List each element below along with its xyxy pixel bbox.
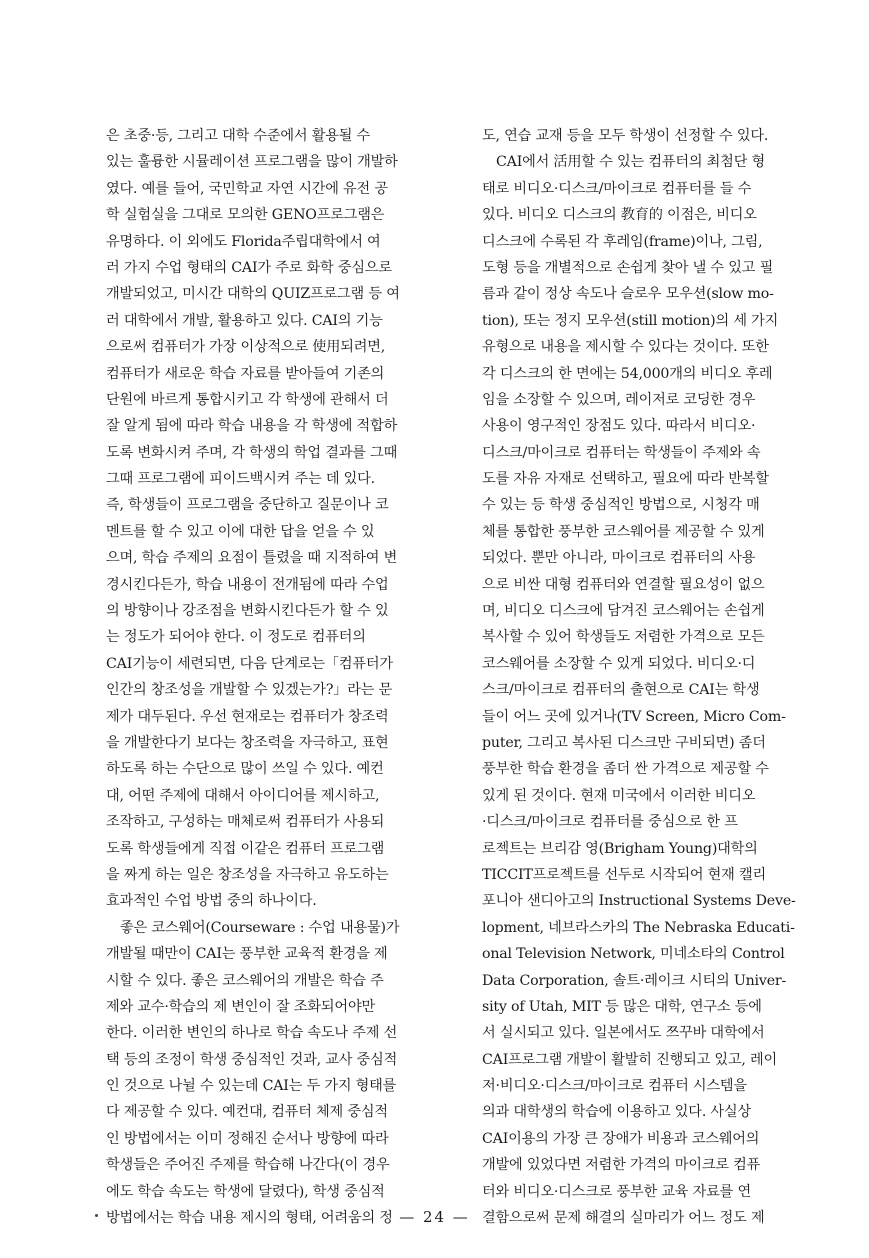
left-text-column	[106, 123, 466, 1231]
text-line: 한다. 이러한 변인의 하나로 학습 속도나 주제 선	[106, 1025, 398, 1042]
text-line: 방법에서는 학습 내용 제시의 형태, 어려움의 정	[106, 1210, 393, 1227]
text-line: sity of Utah, MIT 등 많은 대학, 연구소 등에	[482, 998, 762, 1015]
text-line: 스크/마이크로 컴퓨터의 출현으로 CAI는 학생	[482, 682, 760, 699]
text-line: 도록 학생들에게 직접 이같은 컴퓨터 프로그램	[106, 840, 385, 857]
text-line: 을 짜게 하는 일은 창조성을 자극하고 유도하는	[106, 866, 389, 883]
text-line: 도형 등을 개별적으로 손쉽게 찾아 낼 수 있고 필	[482, 259, 774, 276]
text-line: 개발되었고, 미시간 대학의 QUIZ프로그램 등 여	[106, 286, 400, 303]
text-line: 도를 자유 자재로 선택하고, 필요에 따라 반복할	[482, 471, 769, 488]
text-line: 인 것으로 나뉠 수 있는데 CAI는 두 가지 형태를	[106, 1078, 397, 1095]
text-line: 서 실시되고 있다. 일본에서도 쯔꾸바 대학에서	[482, 1025, 765, 1042]
text-line: 에도 학습 속도는 학생에 달렸다), 학생 중심적	[106, 1183, 385, 1200]
text-line: CAI에서 活用할 수 있는 컴퓨터의 최첨단 형	[496, 154, 766, 171]
text-line: 은 초중·등, 그리고 대학 수준에서 활용될 수	[106, 128, 371, 144]
text-line: CAI이용의 가장 큰 장애가 비용과 코스웨어의	[482, 1130, 760, 1147]
text-line: 는 정도가 되어야 한다. 이 정도로 컴퓨터의	[106, 629, 366, 646]
text-line: CAI기능이 세련되면, 다음 단계로는「컴퓨터가	[106, 655, 393, 672]
text-line: 잘 알게 됨에 따라 학습 내용을 각 학생에 적합하	[106, 418, 398, 435]
text-line: 유형으로 내용을 제시할 수 있다는 것이다. 또한	[482, 339, 769, 356]
text-line: 코스웨어를 소장할 수 있게 되었다. 비디오·디	[482, 655, 756, 672]
text-line: 디스크/마이크로 컴퓨터는 학생들이 주제와 속	[482, 444, 761, 461]
text-line: 조작하고, 구성하는 매체로써 컴퓨터가 사용되	[106, 814, 385, 831]
text-line: 있는 훌륭한 시뮬레이션 프로그램을 많이 개발하	[106, 154, 398, 171]
text-line: 며, 비디오 디스크에 담겨진 코스웨어는 손쉽게	[482, 603, 765, 620]
text-line: 각 디스크의 한 면에는 54,000개의 비디오 후레	[482, 365, 773, 382]
text-line: 개발에 있었다면 저렴한 가격의 마이크로 컴퓨	[482, 1157, 761, 1174]
text-line: 유명하다. 이 외에도 Florida주립대학에서 여	[106, 233, 381, 250]
text-line: 터와 비디오·디스크로 풍부한 교육 자료를 연	[482, 1183, 751, 1200]
text-line: 좋은 코스웨어(Courseware : 수업 내용물)가	[120, 919, 400, 936]
text-line: 저·비디오·디스크/마이크로 컴퓨터 시스템을	[482, 1078, 747, 1095]
text-line: 시할 수 있다. 좋은 코스웨어의 개발은 학습 주	[106, 972, 384, 989]
text-line: 있게 된 것이다. 현재 미국에서 이러한 비디오	[482, 787, 756, 804]
text-line: 제와 교수·학습의 제 변인이 잘 조화되어야만	[106, 998, 375, 1015]
text-line: 태로 비디오·디스크/마이크로 컴퓨터를 들 수	[482, 180, 752, 197]
page-number: — 24 —	[399, 1208, 470, 1226]
text-line: 대, 어떤 주제에 대해서 아이디어를 제시하고,	[106, 787, 380, 804]
text-line: puter, 그리고 복사된 디스크만 구비되면) 좀더	[482, 734, 766, 751]
text-line: 있다. 비디오 디스크의 教育的 이점은, 비디오	[482, 207, 757, 224]
text-line: 임을 소장할 수 있으며, 레이저로 코딩한 경우	[482, 391, 756, 408]
text-line: Data Corporation, 솔트·레이크 시티의 Univer-	[482, 972, 787, 989]
text-line: 결함으로써 문제 해결의 실마리가 어느 정도 제	[482, 1210, 765, 1227]
text-line: 택 등의 조정이 학생 중심적인 것과, 교사 중심적	[106, 1051, 398, 1068]
text-line: 름과 같이 정상 속도나 슬로우 모우션(slow mo-	[482, 286, 774, 303]
text-line: 경시킨다든가, 학습 내용이 전개됨에 따라 수업	[106, 576, 389, 593]
text-line: 러 가지 수업 형태의 CAI가 주로 화학 중심으로	[106, 259, 392, 276]
text-line: 컴퓨터가 새로운 학습 자료를 받아들여 기존의	[106, 365, 385, 382]
text-line: 으며, 학습 주제의 요점이 틀렸을 때 지적하여 변	[106, 550, 398, 567]
text-line: 으로 비싼 대형 컴퓨터와 연결할 필요성이 없으	[482, 576, 765, 593]
text-line: 멘트를 할 수 있고 이에 대한 답을 얻을 수 있	[106, 523, 375, 540]
text-line: 러 대학에서 개발, 활용하고 있다. CAI의 기능	[106, 312, 383, 329]
text-line: 다 제공할 수 있다. 예컨대, 컴퓨터 체제 중심적	[106, 1104, 388, 1121]
text-line: 의과 대학생의 학습에 이용하고 있다. 사실상	[482, 1104, 751, 1121]
text-line: 즉, 학생들이 프로그램을 중단하고 질문이나 코	[106, 497, 389, 514]
text-line: TICCIT프로젝트를 선두로 시작되어 현재 캘리	[482, 866, 766, 883]
text-line: 수 있는 등 학생 중심적인 방법으로, 시청각 매	[482, 497, 760, 514]
text-line: 인 방법에서는 이미 정해진 순서나 방향에 따라	[106, 1130, 389, 1147]
right-text-column	[482, 123, 844, 1231]
text-line: 되었다. 뿐만 아니라, 마이크로 컴퓨터의 사용	[482, 550, 756, 567]
text-line: 였다. 예를 들어, 국민학교 자연 시간에 유전 공	[106, 180, 388, 197]
text-line: 로젝트는 브리감 영(Brigham Young)대학의	[482, 840, 758, 857]
text-line: 들이 어느 곳에 있거나(TV Screen, Micro Com-	[482, 708, 786, 725]
text-line: lopment, 네브라스카의 The Nebraska Educati-	[482, 919, 795, 936]
text-line: 학 실험실을 그대로 모의한 GENO프로그램은	[106, 207, 385, 224]
text-line: 도록 변화시켜 주며, 각 학생의 학업 결과를 그때	[106, 444, 398, 461]
text-line: 도, 연습 교재 등을 모두 학생이 선정할 수 있다.	[482, 128, 769, 144]
text-line: 인간의 창조성을 개발할 수 있겠는가?」라는 문	[106, 682, 393, 699]
text-line: 디스크에 수록된 각 후레임(frame)이나, 그림,	[482, 233, 763, 250]
text-line: 풍부한 학습 환경을 좀더 싼 가격으로 제공할 수	[482, 761, 769, 778]
text-line: 으로써 컴퓨터가 가장 이상적으로 使用되려면,	[106, 339, 386, 356]
text-line: tion), 또는 정지 모우션(still motion)의 세 가지	[482, 312, 779, 329]
text-line: ·디스크/마이크로 컴퓨터를 중심으로 한 프	[482, 814, 738, 831]
text-line: 효과적인 수업 방법 중의 하나이다.	[106, 893, 317, 910]
text-line: 을 개발한다기 보다는 창조력을 자극하고, 표현	[106, 734, 389, 751]
text-line: 복사할 수 있어 학생들도 저렴한 가격으로 모든	[482, 629, 765, 646]
text-line: 제가 대두된다. 우선 현재로는 컴퓨터가 창조력	[106, 708, 389, 725]
text-line: 학생들은 주어진 주제를 학습해 나간다(이 경우	[106, 1157, 390, 1174]
text-line: 단원에 바르게 통합시키고 각 학생에 관해서 더	[106, 391, 389, 408]
text-line: 개발될 때만이 CAI는 풍부한 교육적 환경을 제	[106, 946, 388, 963]
text-line: 하도록 하는 수단으로 많이 쓰일 수 있다. 예컨	[106, 761, 384, 778]
text-line: 체를 통합한 풍부한 코스웨어를 제공할 수 있게	[482, 523, 765, 540]
text-line: 포니아 샌디아고의 Instructional Systems Deve-	[482, 893, 796, 910]
text-line: 그때 프로그램에 피이드백시켜 주는 데 있다.	[106, 471, 375, 488]
text-line: CAI프로그램 개발이 활발히 진행되고 있고, 레이	[482, 1051, 778, 1068]
text-line: 사용이 영구적인 장점도 있다. 따라서 비디오·	[482, 418, 756, 435]
text-line: 의 방향이나 강조점을 변화시킨다든가 할 수 있	[106, 603, 389, 620]
text-line: onal Television Network, 미네소타의 Control	[482, 946, 785, 963]
